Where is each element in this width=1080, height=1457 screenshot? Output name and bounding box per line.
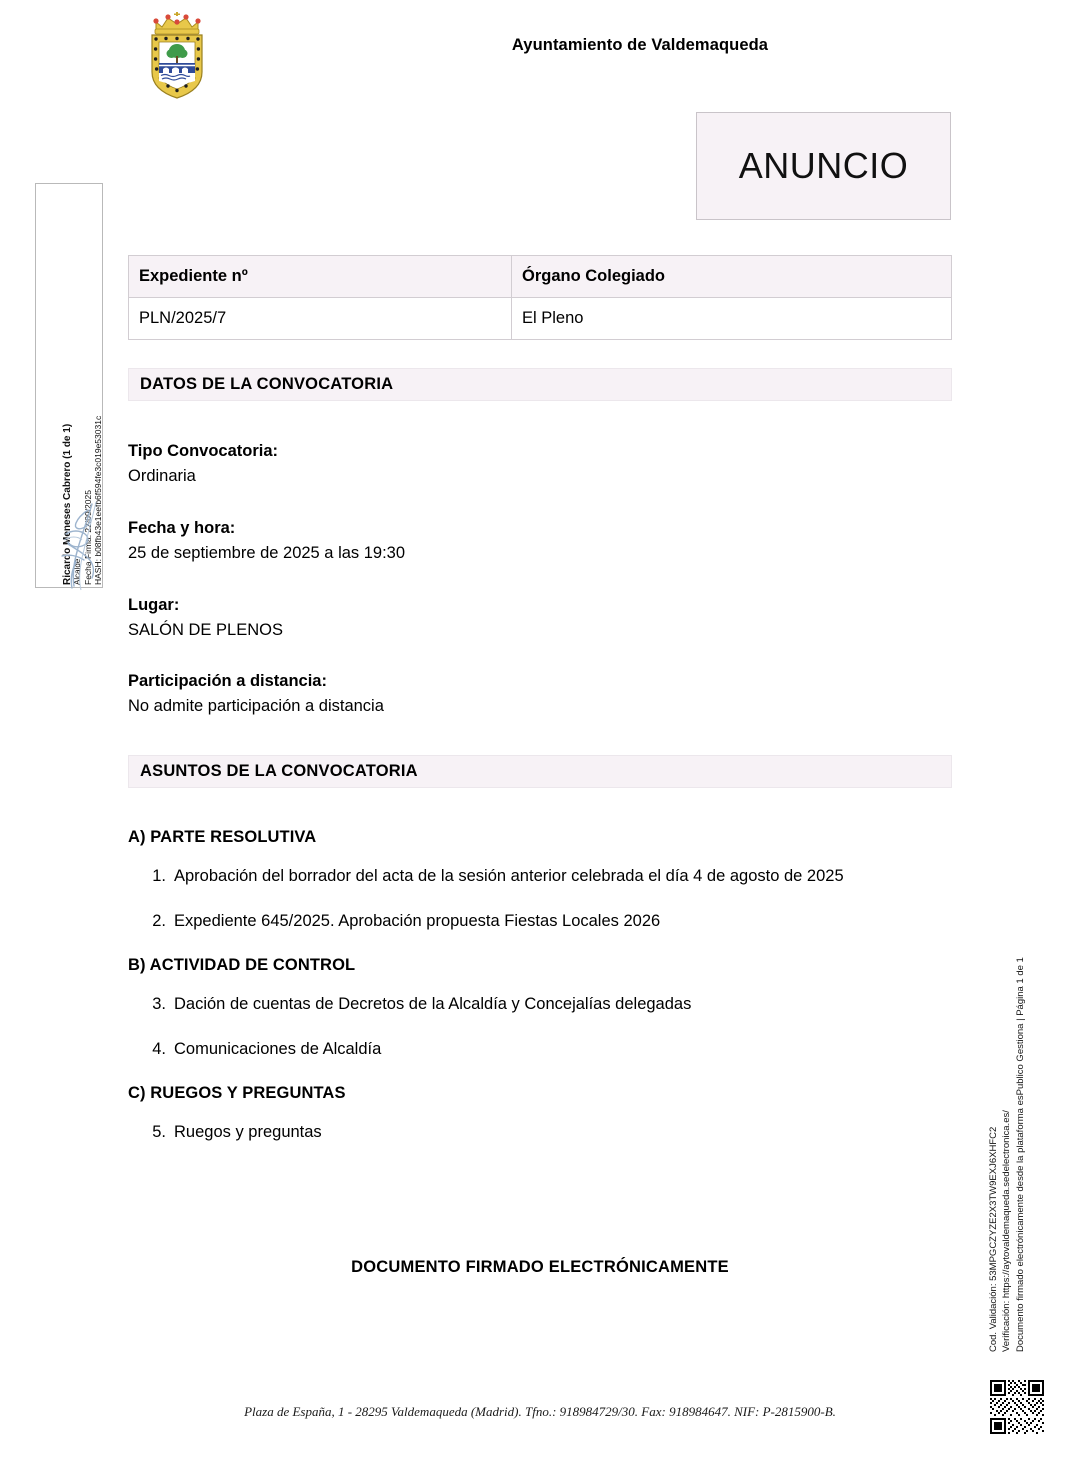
anuncio-label: ANUNCIO [738,145,909,186]
item-number: 4. [152,1039,166,1058]
coat-of-arms-icon [146,8,208,100]
item-number: 3. [152,994,166,1013]
field-label: Lugar: [128,596,180,614]
list-item [128,993,952,1017]
expediente-table [128,255,952,340]
table-header-organo: Órgano Colegiado [512,256,952,298]
section-header-asuntos: ASUNTOS DE LA CONVOCATORIA [128,755,952,788]
field-value: Ordinaria [128,467,196,485]
field-label: Fecha y hora: [128,519,236,537]
signer-name: Ricardo Meneses Cabrero (1 de 1) [61,423,73,585]
table-header-row [129,256,952,298]
document-header [0,0,1080,105]
signature-date: Fecha Firma: 22/09/2025 [82,490,93,585]
field-lugar [128,596,952,640]
table-cell-expediente: PLN/2025/7 [129,298,512,340]
field-fecha-hora [128,519,952,563]
agenda-group-heading: C) RUEGOS Y PREGUNTAS [128,1083,346,1102]
agenda-group-heading: B) ACTIVIDAD DE CONTROL [128,955,356,974]
anuncio-box [696,112,951,220]
section-header-datos: DATOS DE LA CONVOCATORIA [128,368,952,401]
item-text: Expediente 645/2025. Aprobación propuesta Fiestas Locales 2026 [174,911,661,930]
field-value: SALÓN DE PLENOS [128,621,283,639]
agenda-items [128,1121,952,1145]
list-item [128,1121,952,1145]
footer-address: Plaza de España, 1 - 28295 Valdemaqueda (Madrid). Tfno.: 918984729/30. Fax: 918984647. NIF: P-2815900-B. [244,1404,836,1419]
field-tipo-convocatoria [128,442,952,486]
agenda-items [128,993,952,1062]
table-row [129,298,952,340]
validation-code: Cod. Validación: 53MPGCZYZE2X3TW9EXJ6XHFC2 [988,1126,999,1352]
signature-sidebar-text [34,0,104,585]
item-text: Aprobación del borrador del acta de la sesión anterior celebrada el día 4 de agosto de 2025 [174,867,844,885]
header-title: Ayuntamiento de Valdemaqueda [511,36,769,54]
field-label: Participación a distancia: [128,672,327,690]
list-item [128,865,952,889]
signer-role: Alcalde [73,558,83,585]
agenda-group-heading: A) PARTE RESOLUTIVA [128,828,317,846]
field-value: No admite participación a distancia [128,697,384,715]
item-text: Ruegos y preguntas [174,1122,322,1141]
item-text: Comunicaciones de Alcaldía [174,1039,382,1058]
list-item [128,910,952,934]
agenda-items [128,865,952,934]
signature-hash: HASH: b08fb43e1eefb6f594fe3c019e53031c [93,415,104,585]
field-value: 25 de septiembre de 2025 a las 19:30 [128,544,406,562]
agenda-group-a [128,828,952,934]
table-header-expediente: Expediente nº [129,256,512,298]
field-label: Tipo Convocatoria: [128,442,279,460]
agenda-list-container [128,828,952,1167]
item-number: 1. [152,867,166,885]
list-item [128,1038,952,1062]
table-cell-organo: El Pleno [512,298,952,340]
handwritten-signature-icon [52,500,108,592]
agenda-group-c [128,1084,952,1145]
platform-page-info: Documento firmado electrónicamente desde la plataforma esPublico Gestiona | Página 1 de 1 [1014,957,1026,1352]
item-text: Dación de cuentas de Decretos de la Alcaldía y Concejalías delegadas [174,994,692,1013]
item-number: 5. [152,1122,166,1141]
field-participacion-distancia [128,672,952,716]
qr-code-icon [988,1378,1046,1436]
agenda-group-b [128,956,952,1062]
verification-sidebar [988,922,1032,1352]
verification-url: Verificación: https://aytovaldemaqueda.sedelectronica.es/ [1001,1110,1013,1352]
signed-notice: DOCUMENTO FIRMADO ELECTRÓNICAMENTE [351,1258,729,1276]
item-number: 2. [152,911,166,930]
